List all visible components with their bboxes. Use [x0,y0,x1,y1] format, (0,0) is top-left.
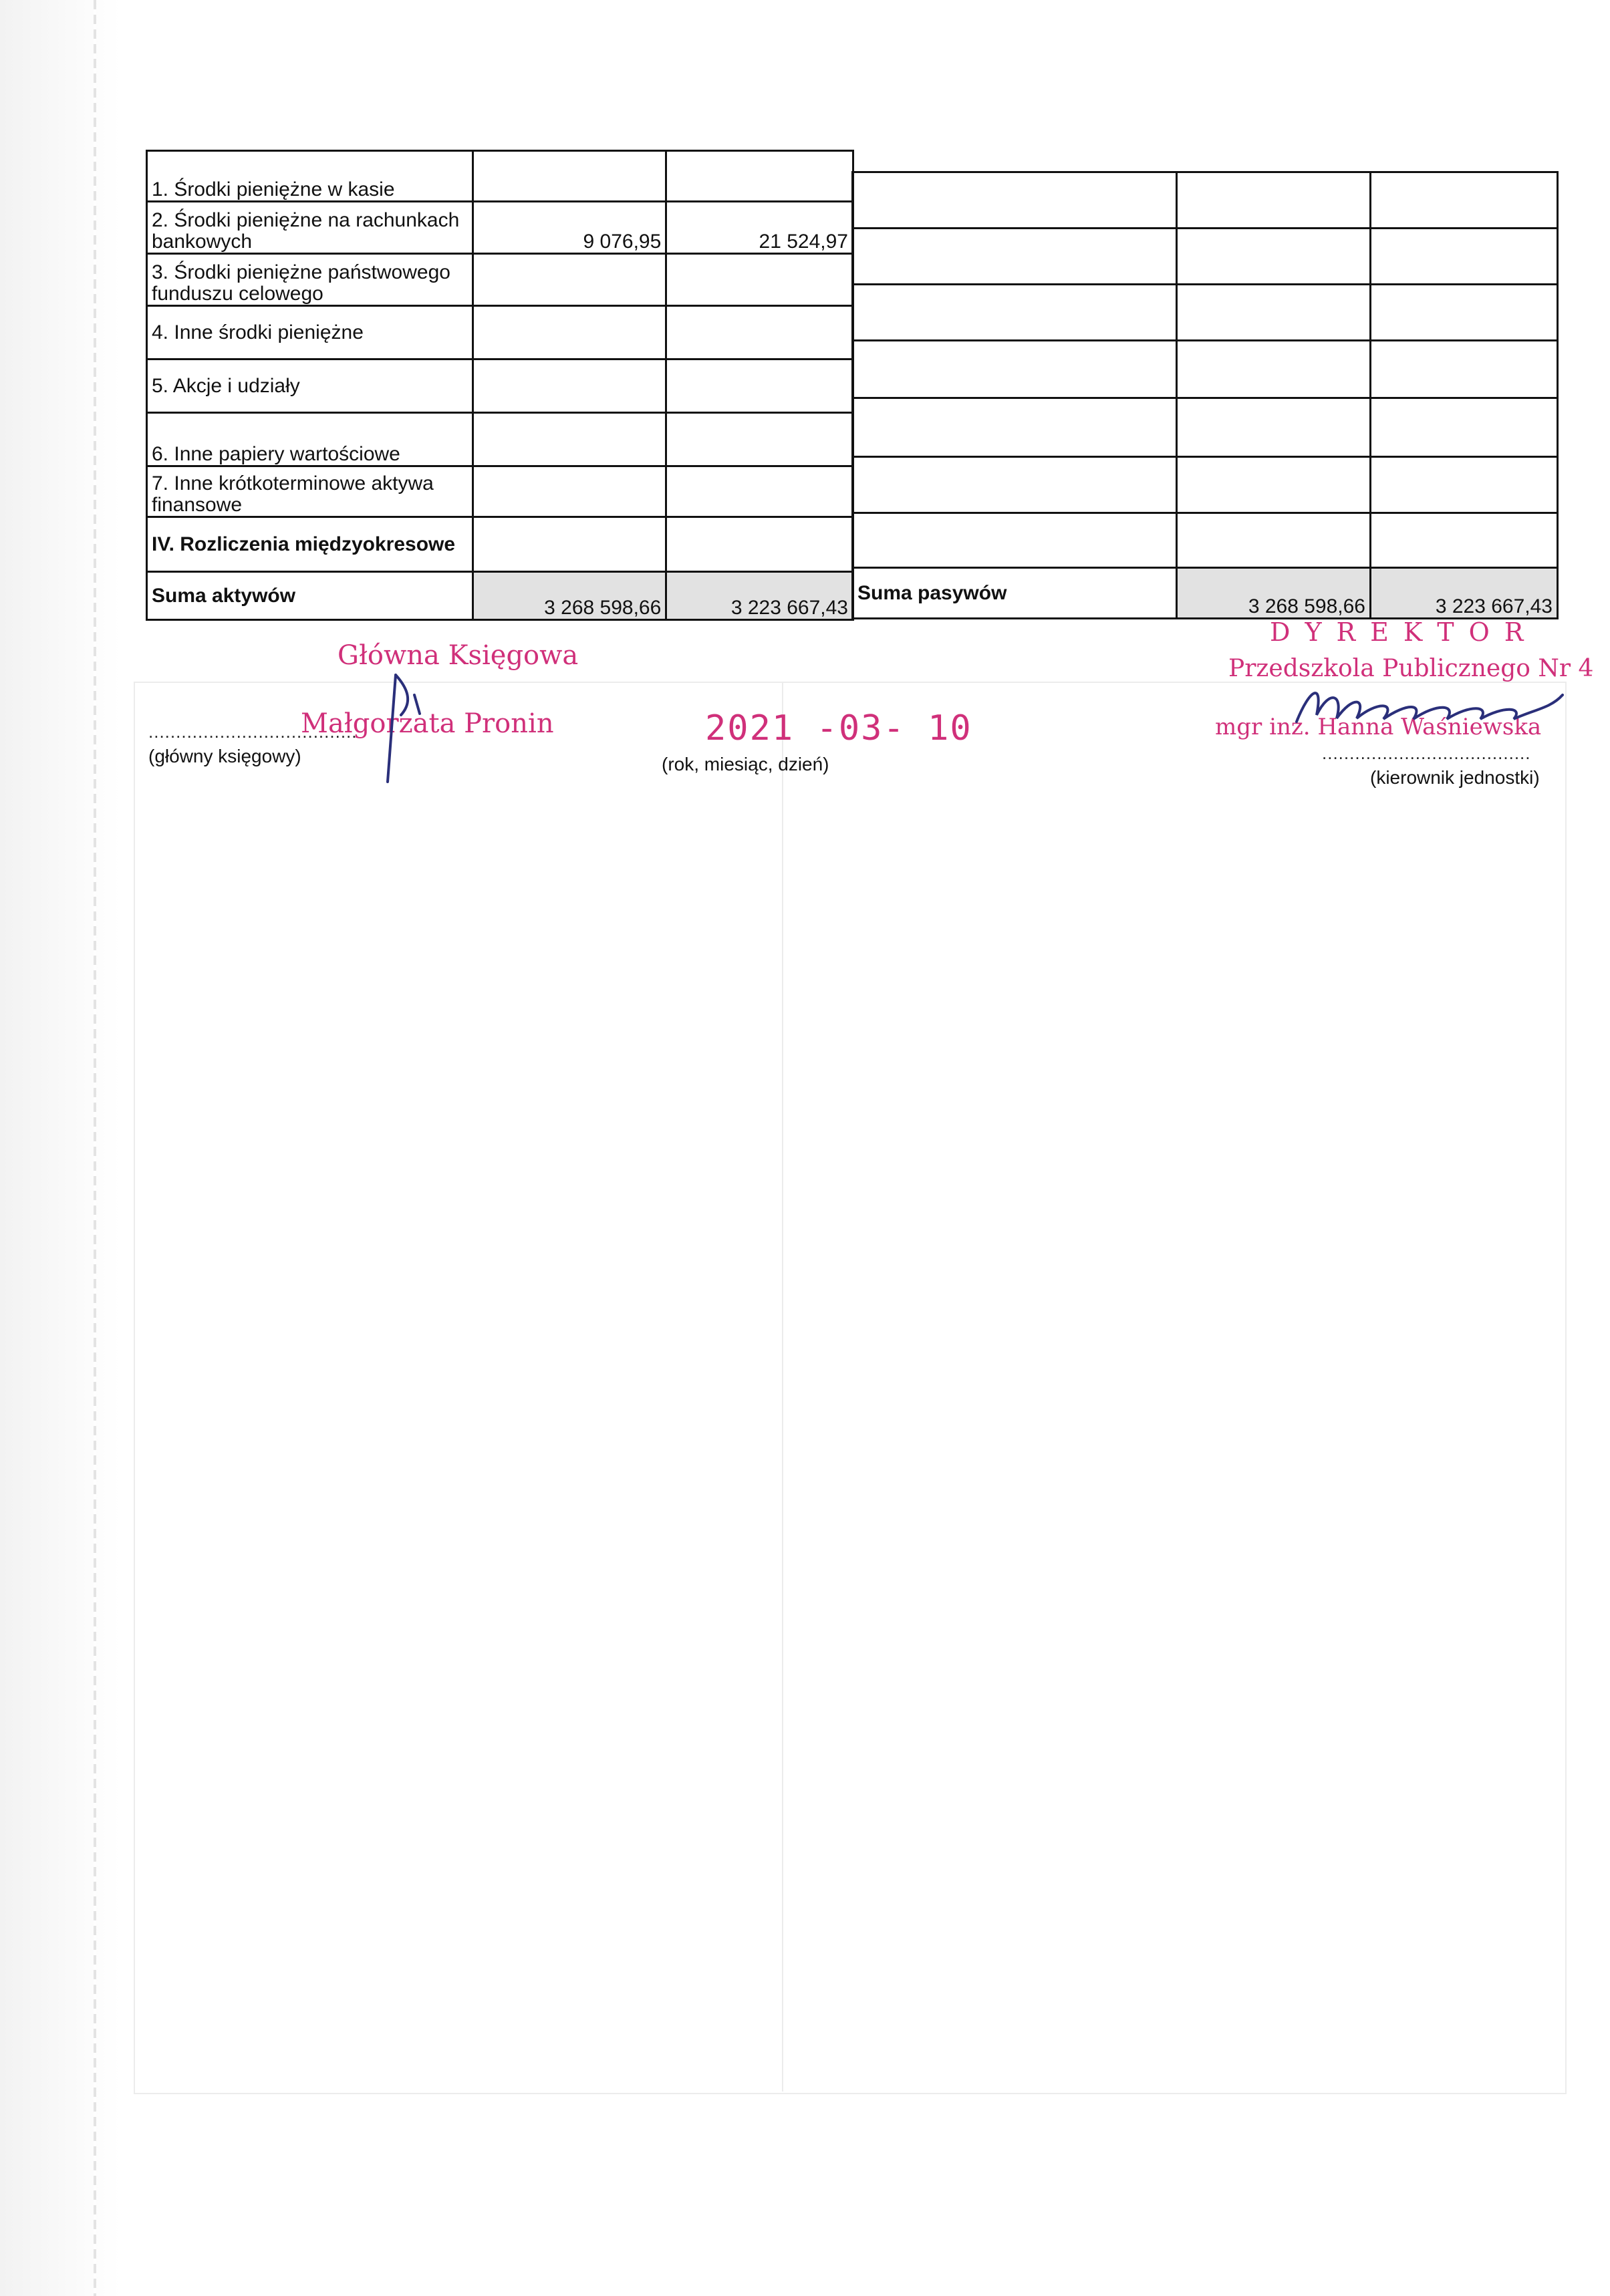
row-label: 5. Akcje i udziały [147,360,473,413]
table-row [853,513,1558,568]
table-row [853,229,1558,285]
table-row [853,172,1558,229]
row-value-start [473,413,666,466]
table-row [853,341,1558,398]
accountant-stamp-title: Główna Księgowa [338,640,579,671]
table-row [147,466,853,517]
row-label: 3. Środki pieniężne państwowego funduszu celowego [147,254,473,306]
row-label: 7. Inne krótkoterminowe aktywa finansowe [147,466,473,517]
accountant-signature [381,662,441,788]
row-label: 1. Środki pieniężne w kasie [147,151,473,202]
row-value-start [1177,398,1371,457]
director-signature-line: ...................................... [1322,743,1531,763]
row-value-end [1370,457,1557,513]
row-label: IV. Rozliczenia międzyokresowe [147,517,473,572]
row-value-end [1370,341,1557,398]
table-row [147,151,853,202]
row-value-end [666,517,853,572]
liabilities-table [851,171,1559,619]
binding-perforation [94,0,96,2296]
row-value-end: 21 524,97 [666,202,853,254]
table-row [147,517,853,572]
row-label: 4. Inne środki pieniężne [147,306,473,360]
row-label [853,398,1177,457]
table-row [147,254,853,306]
row-value-start [1177,513,1371,568]
row-value-end [666,413,853,466]
table-row [853,457,1558,513]
director-caption: (kierownik jednostki) [1370,767,1540,788]
row-value-start [1177,285,1371,341]
assets-table [146,150,854,621]
row-label: 2. Środki pieniężne na rachunkach bankowych [147,202,473,254]
total-assets-start: 3 268 598,66 [473,572,666,620]
row-label: 6. Inne papiery wartościowe [147,413,473,466]
row-value-start [1177,341,1371,398]
table-row [853,398,1558,457]
accountant-stamp-name: Małgorzata Pronin [301,708,554,739]
row-value-end [1370,398,1557,457]
page-edge-shadow [0,0,120,2296]
row-value-start [473,360,666,413]
row-value-start [473,151,666,202]
row-value-start [473,466,666,517]
row-label [853,229,1177,285]
row-value-end [666,254,853,306]
director-stamp-name: mgr inż. Hanna Waśniewska [1215,714,1542,740]
table-row [853,285,1558,341]
row-value-start [473,517,666,572]
row-value-end [666,466,853,517]
row-value-end [1370,285,1557,341]
director-signature [1290,675,1571,735]
row-value-end [666,306,853,360]
row-value-start [473,306,666,360]
date-stamp: 2021 -03- 10 [705,708,972,748]
total-liabilities-start: 3 268 598,66 [1177,568,1371,619]
total-assets-label: Suma aktywów [147,572,473,620]
bleed-through-divider [782,682,783,2092]
row-label [853,285,1177,341]
director-stamp-title: DYREKTOR [1270,617,1538,647]
total-assets-end: 3 223 667,43 [666,572,853,620]
totals-row [147,572,853,620]
row-value-start [1177,457,1371,513]
table-row [147,413,853,466]
row-value-start [473,254,666,306]
row-label [853,513,1177,568]
date-caption: (rok, miesiąc, dzień) [662,754,829,774]
row-label [853,341,1177,398]
table-row [147,360,853,413]
row-value-end [666,360,853,413]
bleed-through-table [134,682,1567,2094]
row-value-start: 9 076,95 [473,202,666,254]
table-row [147,202,853,254]
row-value-start [1177,229,1371,285]
row-value-end [1370,229,1557,285]
row-label [853,172,1177,229]
row-label [853,457,1177,513]
director-stamp-org: Przedszkola Publicznego Nr 4 [1228,655,1594,682]
row-value-end [1370,172,1557,229]
total-liabilities-label: Suma pasywów [853,568,1177,619]
row-value-end [1370,513,1557,568]
accountant-signature-line: ...................................... [148,722,358,742]
table-row [147,306,853,360]
total-liabilities-end: 3 223 667,43 [1370,568,1557,619]
totals-row [853,568,1558,619]
accountant-caption: (główny księgowy) [148,746,301,766]
row-value-start [1177,172,1371,229]
row-value-end [666,151,853,202]
